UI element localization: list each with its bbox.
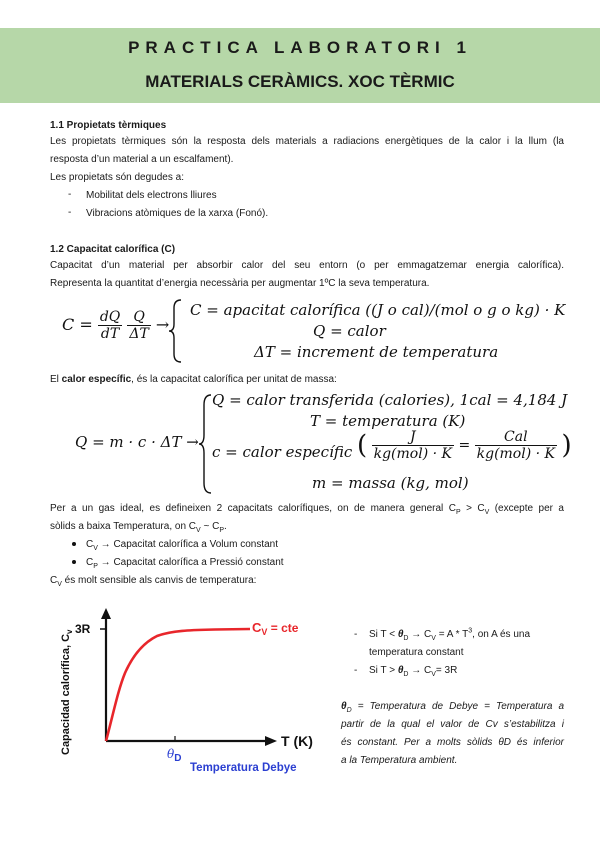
- y-axis-arrow: [101, 608, 111, 619]
- paragraph-line: Representa la quantitat d’energia necessària per augmentar 1ºC la seva temperatura.: [50, 278, 430, 289]
- equation-heat-lhs: Q = m · c · ΔT →: [75, 433, 199, 451]
- note-line: Si $T > \theta_D \to C_V= 3R$: [369, 665, 458, 678]
- title-banner: [0, 28, 600, 103]
- heat-capacity-curve: [106, 629, 250, 741]
- paragraph-specific-heat: El calor específic, és la capacitat calorífica per unitat de massa:: [50, 374, 337, 385]
- list-item: $C_V$ → Capacitat calorífica a Volum constant: [86, 539, 278, 552]
- equation-line: ΔT = increment de temperatura: [254, 343, 499, 361]
- note-line: temperatura constant: [369, 647, 464, 658]
- paragraph-line: sòlids a baixa Temperatura, on $C_V$ ~ $C_P$.: [50, 521, 227, 534]
- list-item: Vibracions atòmiques de la xarxa (Fonó).: [86, 208, 269, 219]
- paragraph-line: Les propietats tèrmiques són la resposta dels materials a radiacions energètiques de la calor i la llum (la: [50, 136, 564, 147]
- equation-line: C = apacitat calorífica ((J o cal)/(mol o g o kg) · K: [190, 301, 566, 319]
- list-dash: -: [354, 665, 358, 676]
- heat-capacity-chart: [55, 605, 340, 780]
- equation-line: c = calor específic: [212, 443, 353, 461]
- left-brace: [168, 298, 184, 364]
- paragraph-line: $C_V$ és molt sensible als canvis de temperatura:: [50, 575, 257, 588]
- debye-note-line: és constant. Per a molts sòlids θD és inferior: [341, 737, 564, 748]
- bullet-dot: [72, 560, 76, 564]
- debye-note-line: $\theta_D$ = Temperatura de Debye = Temperatura a: [341, 701, 564, 714]
- section-heading-1-1: 1.1 Propietats tèrmiques: [50, 120, 167, 131]
- list-dash: -: [68, 207, 72, 218]
- debye-temperature-label: Temperatura Debye: [190, 762, 297, 774]
- list-dash: -: [68, 189, 72, 200]
- paragraph-line: Capacitat d’un material per absorbir calor del seu entorn (o per emmagatzemar energia calorífica).: [50, 260, 564, 271]
- list-item: $C_P$ → Capacitat calorífica a Pressió constant: [86, 557, 284, 570]
- list-item: Mobilitat dels electrons lliures: [86, 190, 217, 201]
- paragraph-line: resposta d’un material a un escalfament).: [50, 154, 234, 165]
- x-axis-label: T (K): [281, 733, 313, 749]
- equation-capacity: C = $\frac{dQ}{dT}$ $\frac{Q}{\Delta T}$ →: [62, 309, 170, 342]
- section-heading-1-2: 1.2 Capacitat calorífica (C): [50, 244, 176, 255]
- page-subtitle: MATERIALS CERÀMICS. XOC TÈRMIC: [145, 72, 455, 91]
- debye-note-line: a la Temperatura ambient.: [341, 755, 458, 766]
- list-dash: -: [354, 629, 358, 640]
- debye-note-line: partir de la qual el valor de Cv s’estabilitza i: [341, 719, 564, 730]
- bullet-dot: [72, 542, 76, 546]
- theta-d-label: $\theta_D$: [167, 747, 182, 764]
- equation-line: Q = calor transferida (calories), 1cal = 4,184 J: [212, 391, 568, 409]
- note-line: Si $T < \theta_D \to C_V = A * T^3$, on A és una: [369, 627, 530, 642]
- equation-line: Q = calor: [313, 322, 386, 340]
- curve-label: $C_V$ = cte: [252, 620, 299, 637]
- page-title: PRACTICA LABORATORI 1: [128, 38, 472, 57]
- y-axis-label: Capacidad calorífica, $C_v$: [60, 629, 74, 755]
- x-axis-arrow: [265, 736, 277, 746]
- equation-line: T = temperatura (K): [310, 412, 466, 430]
- y-tick-label: 3R: [75, 622, 91, 636]
- equation-fraction-group: ( $\frac{J}{\text{kg(mol) · K}}$ = $\frac{\text{Cal}}{\text{kg(mol) · K}}$ ): [357, 429, 572, 462]
- equation-line: m = massa (kg, mol): [312, 474, 469, 492]
- paragraph-line: Per a un gas ideal, es defineixen 2 capacitats calorífiques, on de manera general $C_P > C_V$ (excepte per a: [50, 503, 564, 516]
- paragraph-line: Les propietats són degudes a:: [50, 172, 184, 183]
